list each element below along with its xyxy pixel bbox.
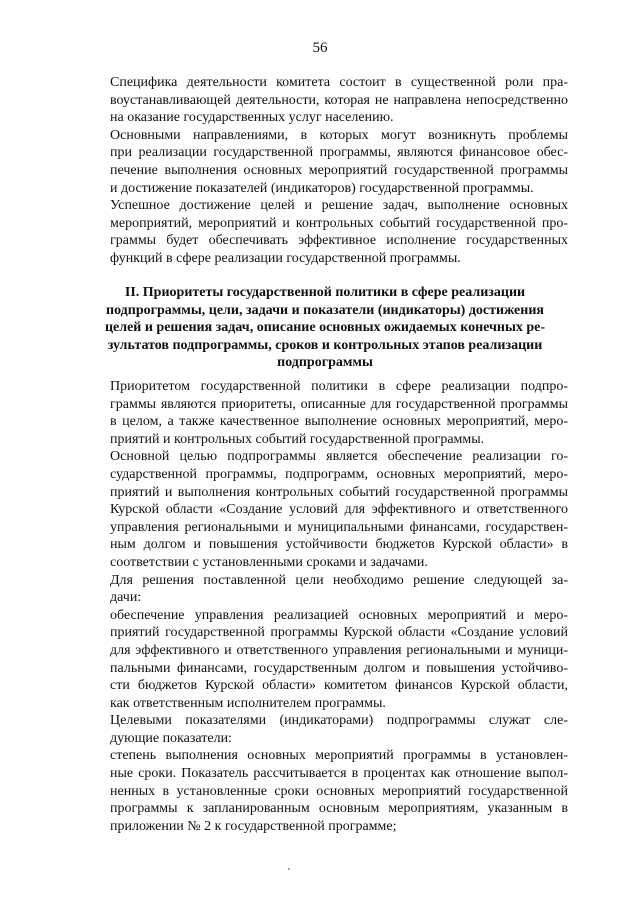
- text-line: степень выполнения основных мероприятий программы в установлен-: [110, 748, 568, 764]
- text-line: в целом, а также качественное выполнение основных мероприятий, меро-: [110, 414, 568, 430]
- text-line: воустанавливающей деятельности, которая не направлена непосредственно: [110, 92, 568, 108]
- text-line: приятий и контрольных событий государственной программы.: [110, 431, 485, 447]
- text-line: сударственной программы, подпрограмм, основных мероприятий, меро-: [110, 466, 568, 482]
- text-line: Приоритетом государственной политики в сфере реализации подпро-: [110, 379, 568, 394]
- text-line: дачи:: [110, 590, 142, 606]
- text-line: при реализации государственной программы, являются финансовое обес-: [110, 145, 568, 161]
- text-line: управления региональными и муниципальными финансами, государствен-: [110, 519, 568, 535]
- section-heading: [82, 284, 568, 372]
- text-line: Основными направлениями, в которых могут возникнуть проблемы: [110, 127, 568, 143]
- text-line: приятий и выполнения контрольных событий государственной программы: [110, 484, 568, 500]
- text-line: Курской области «Создание условий для эффективного и ответственного: [110, 502, 568, 518]
- paragraph: [82, 747, 568, 835]
- text-line: пальными финансами, государственным долгом и повышения устойчиво-: [110, 660, 568, 676]
- text-line: приятий государственной программы Курской области «Создание условий: [110, 625, 568, 641]
- paragraph: [82, 448, 568, 571]
- text-line: Целевыми показателями (индикаторами) подпрограммы служат сле-: [110, 713, 568, 729]
- heading-line: II. Приоритеты государственной политики в сфере реализации: [124, 285, 526, 300]
- text-line: Успешное достижение целей и решение задач, выполнение основных: [110, 198, 568, 214]
- intro-text-block: [82, 74, 568, 268]
- text-line: граммы будет обеспечивать эффективное исполнение государственных: [110, 233, 568, 249]
- paragraph: [82, 197, 568, 267]
- text-line: обеспечение управления реализацией основных мероприятий и меро-: [110, 607, 568, 623]
- text-line: Для решения поставленной цели необходимо решение следующей за-: [110, 572, 568, 588]
- body-text-block: [82, 378, 568, 835]
- text-line: соответствии с установленными сроками и задачами.: [110, 554, 428, 570]
- text-line: дующие показатели:: [110, 730, 232, 746]
- heading-line: целей и решения задач, описание основных ожидаемых конечных ре-: [104, 320, 546, 336]
- text-line: программы к запланированным основным мероприятиям, указанным в: [110, 801, 568, 817]
- text-line: ным долгом и повышения устойчивости бюджетов Курской области» в: [110, 537, 568, 553]
- text-line: ные сроки. Показатель рассчитывается в процентах как отношение выпол-: [110, 766, 568, 782]
- text-line: Специфика деятельности комитета состоит в существенной роли пра-: [110, 75, 568, 90]
- paragraph: [82, 572, 568, 607]
- text-line: функций в сфере реализации государственной программы.: [110, 250, 461, 266]
- text-line: Основной целью подпрограммы является обеспечение реализации го-: [110, 449, 568, 465]
- paragraph: [82, 127, 568, 197]
- text-line: и достижение показателей (индикаторов) государственной программы.: [110, 180, 534, 196]
- text-line: ненных в установленные сроки основных мероприятий государственной: [110, 783, 568, 799]
- text-line: мероприятий, мероприятий и контрольных событий государственной про-: [110, 215, 568, 231]
- text-line: приложении № 2 к государственной программе;: [110, 818, 397, 834]
- text-line: на оказание государственных услуг населению.: [110, 110, 394, 126]
- heading-line: зультатов подпрограммы, сроков и контрольных этапов реализации: [107, 337, 543, 353]
- scan-speck: [288, 868, 290, 870]
- page-number: 56: [312, 40, 328, 56]
- text-line: для эффективного и ответственного управления региональными и муници-: [110, 642, 568, 658]
- paragraph: [82, 74, 568, 127]
- text-line: сти бюджетов Курской области» комитетом финансов Курской области,: [110, 678, 568, 694]
- text-line: граммы являются приоритеты, описанные для государственной программы: [110, 396, 568, 412]
- text-line: как ответственным исполнителем программы.: [110, 695, 386, 711]
- text-line: печение выполнения основных мероприятий государственной программы: [110, 162, 568, 178]
- paragraph: [82, 712, 568, 747]
- heading-line: подпрограммы: [277, 355, 373, 371]
- paragraph: [82, 378, 568, 448]
- paragraph: [82, 607, 568, 713]
- heading-line: подпрограммы, цели, задачи и показатели (индикаторы) достижения: [106, 302, 544, 318]
